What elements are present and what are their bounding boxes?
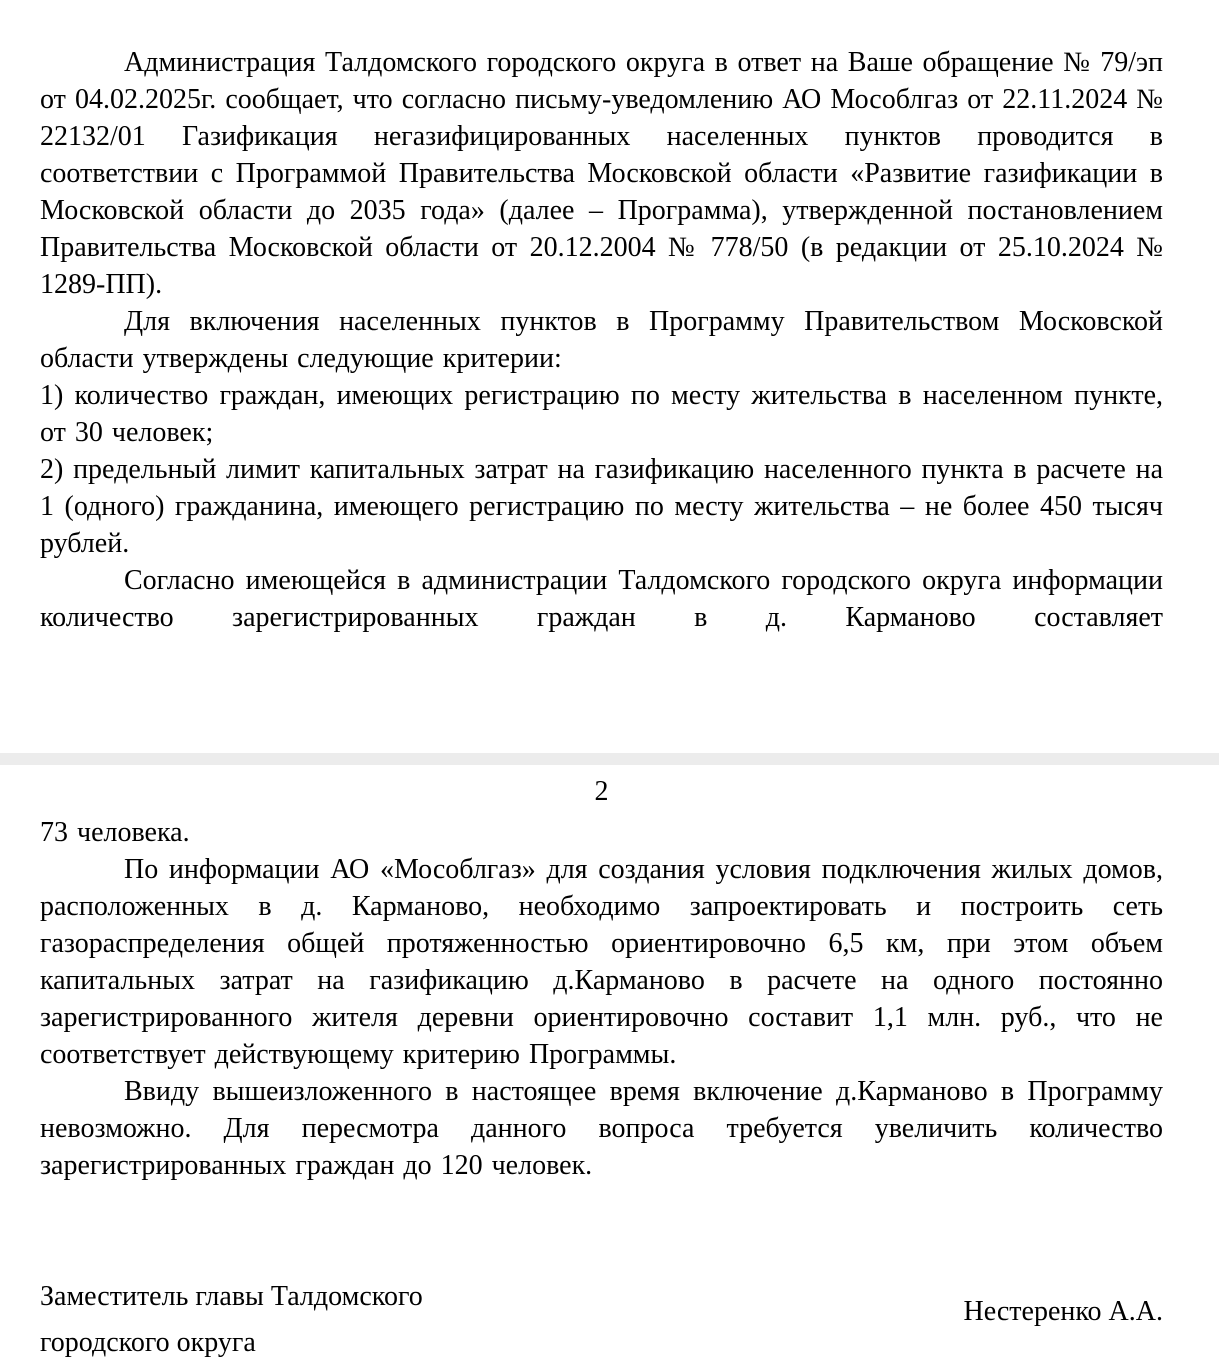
page-separator	[0, 753, 1219, 765]
signature-position	[40, 1274, 423, 1366]
signature-block	[40, 1274, 1163, 1366]
paragraph-mosoblgaz-info: По информации АО «Мособлгаз» для создания условия подключения жилых домов, расположенных в д. Карманово, необходимо запроектировать и построить сеть газораспределения общей протяженностью ориентировочно 6,5 км, при этом объем капитальных затрат на газификацию д.Карманово в расчете на одного постоянно зарегистрированного жителя деревни ориентировочно составит 1,1 млн. руб., что не соответствует действующему критерию Программы.	[40, 854, 1163, 1070]
paragraph-continuation: 73 человека.	[40, 817, 190, 848]
paragraph-criteria-intro: Для включения населенных пунктов в Программу Правительством Московской области утверждены следующие критерии:	[40, 306, 1163, 374]
signature-name: Нестеренко А.А.	[963, 1296, 1163, 1327]
paragraph-registered-citizens: Согласно имеющейся в администрации Талдомского городского округа информации количество зарегистрированных граждан в д. Карманово составляет	[40, 565, 1163, 633]
signature-position-line2: городского округа	[40, 1327, 256, 1358]
paragraph-criterion-2: 2) предельный лимит капитальных затрат на газификацию населенного пункта в расчете на 1 (одного) гражданина, имеющего регистрацию по месту жительства – не более 450 тысяч рублей.	[40, 454, 1163, 559]
paragraph-criterion-1: 1) количество граждан, имеющих регистрацию по месту жительства в населенном пункте, от 30 человек;	[40, 380, 1163, 448]
signature-position-line1: Заместитель главы Талдомского	[40, 1281, 423, 1312]
page-number: 2	[594, 776, 609, 807]
paragraph-conclusion: Ввиду вышеизложенного в настоящее время включение д.Карманово в Программу невозможно. Для пересмотра данного вопроса требуется увеличить количество зарегистрированных граждан до 120 человек.	[40, 1076, 1163, 1181]
document-page-2	[0, 765, 1219, 1368]
paragraph-intro: Администрация Талдомского городского округа в ответ на Ваше обращение № 79/эп от 04.02.2025г. сообщает, что согласно письму-уведомлению АО Мособлгаз от 22.11.2024 № 22132/01 Газификация негазифицированных населенных пунктов проводится в соответствии с Программой Правительства Московской области «Развитие газификации в Московской области до 2035 года» (далее – Программа), утвержденной постановлением Правительства Московской области от 20.12.2004 № 778/50 (в редакции от 25.10.2024 № 1289-ПП).	[40, 47, 1163, 300]
